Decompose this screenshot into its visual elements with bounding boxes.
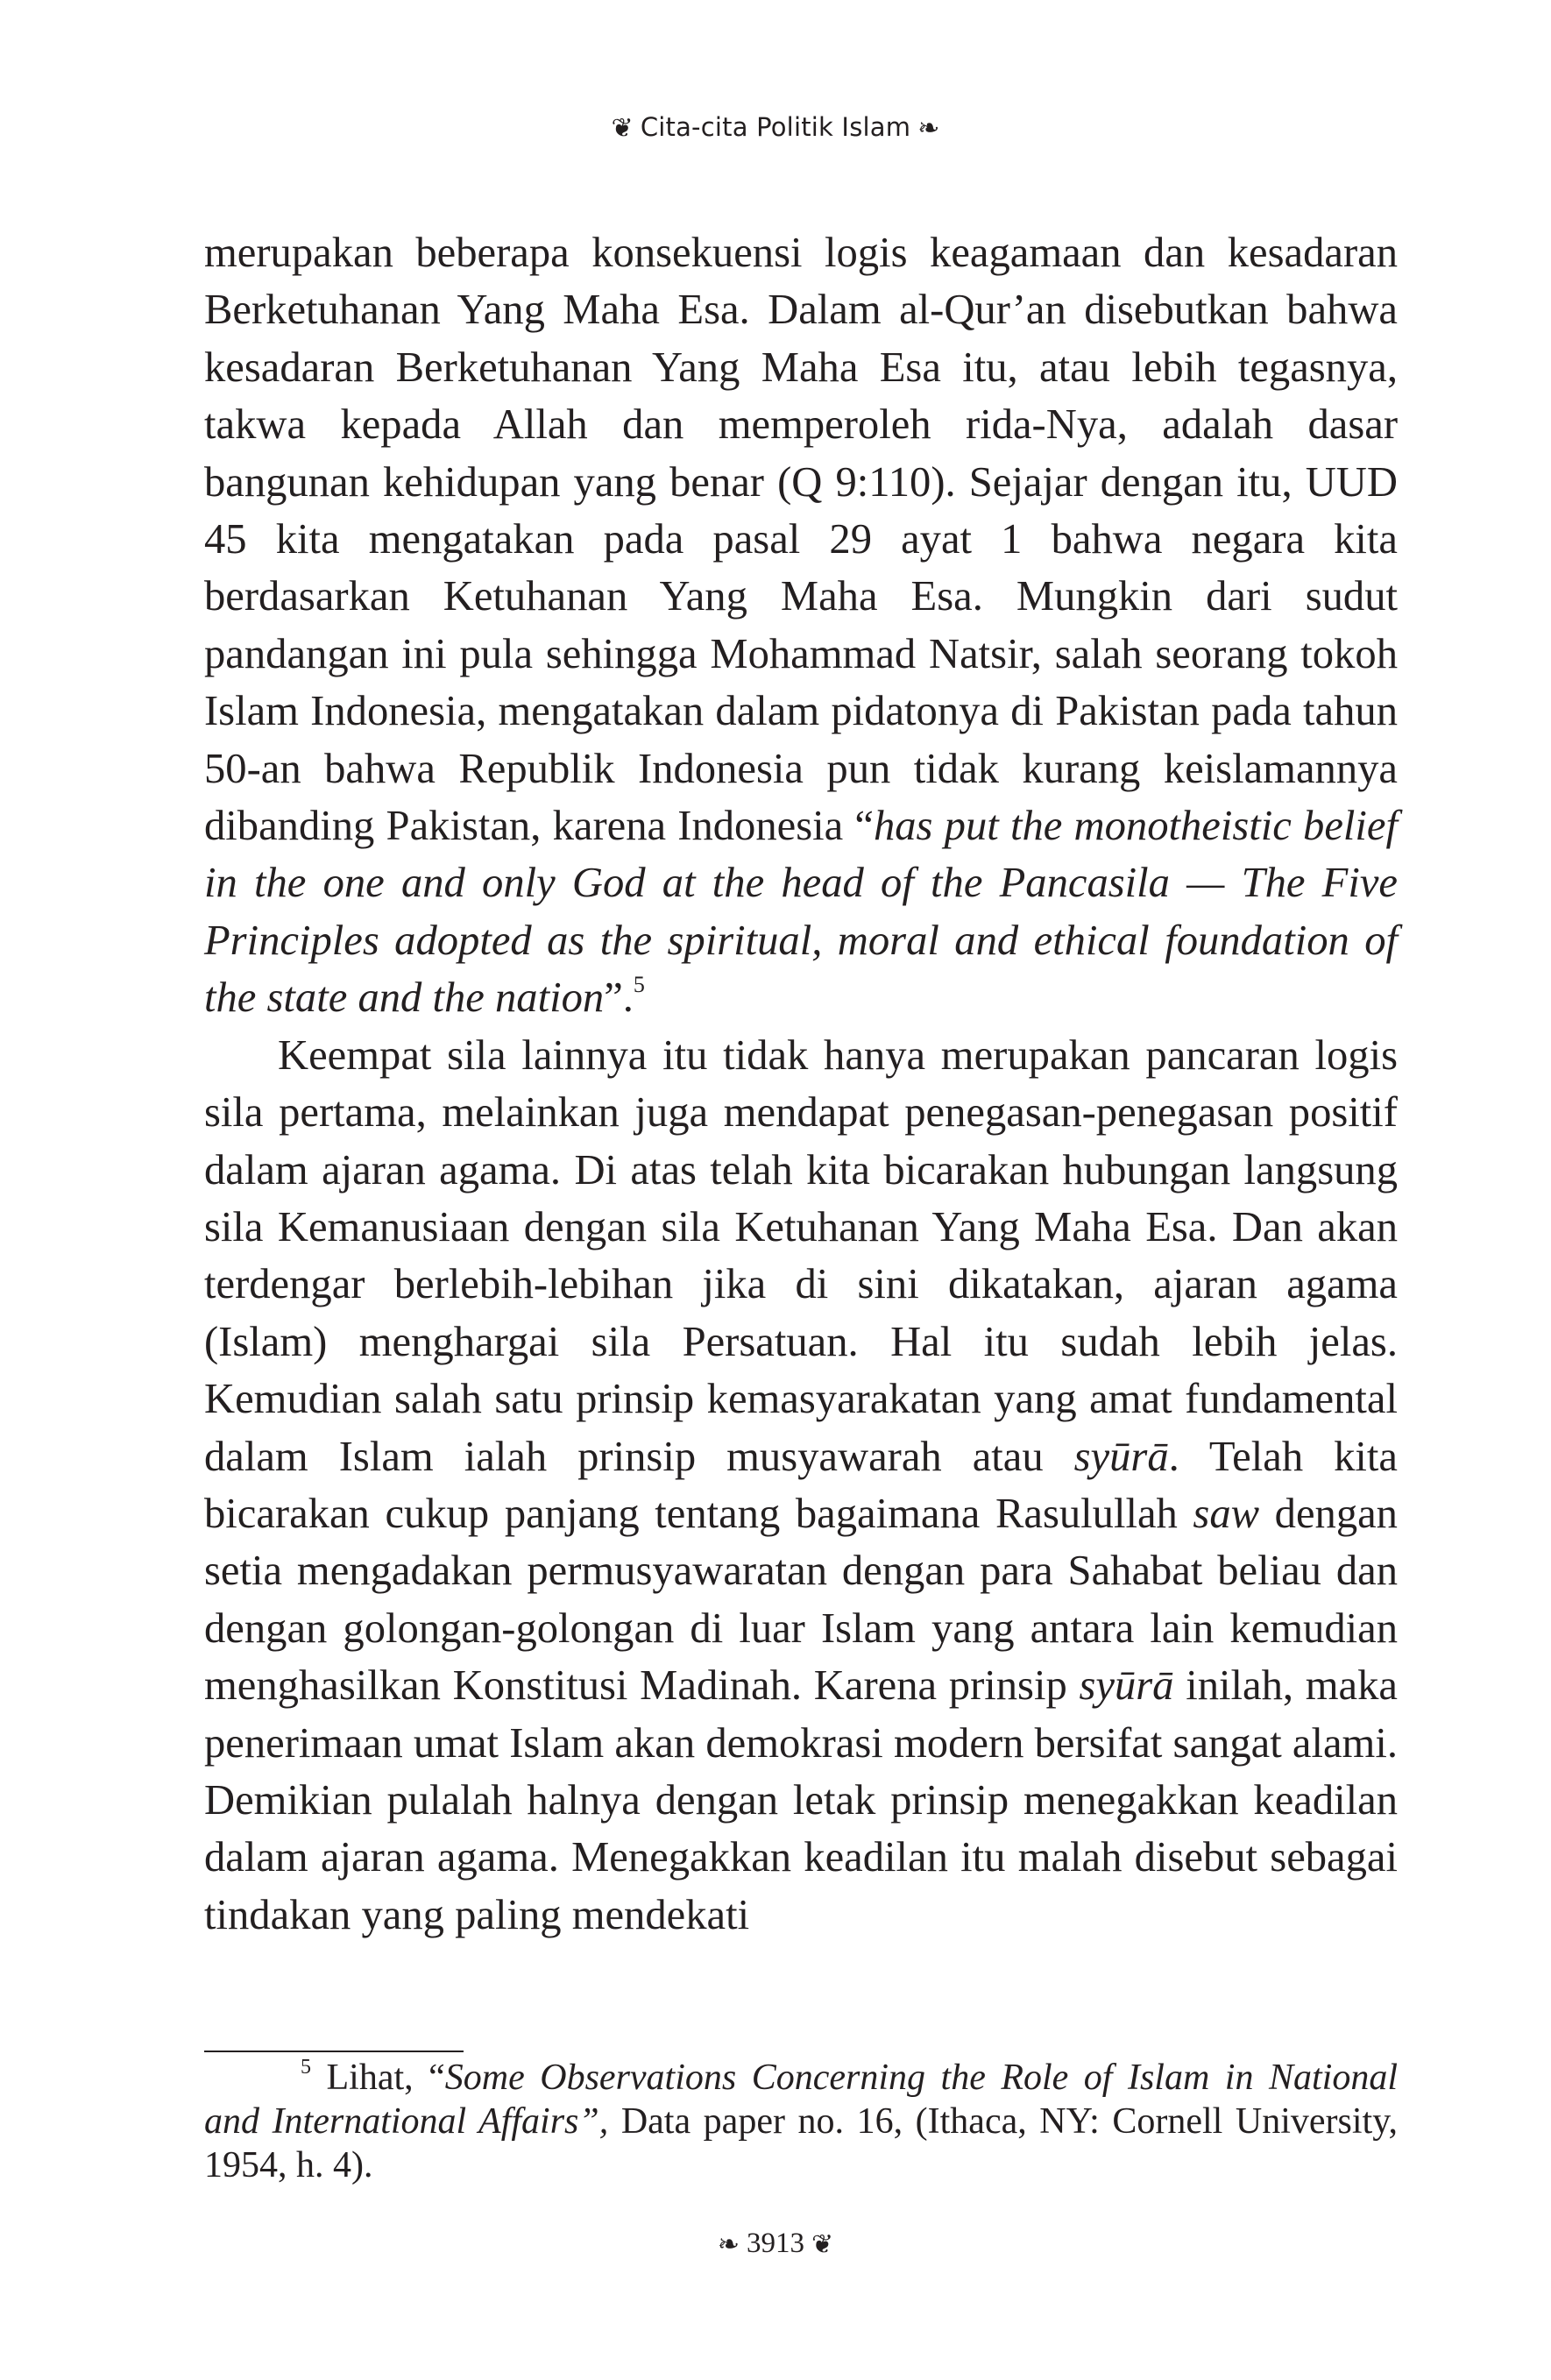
footnote-cited-title: Some Observations Concerning the Role of Islam in National and International Affairs”,: [204, 2058, 1398, 2142]
paragraph-1-text: merupakan beberapa konsekuensi logis keagamaan dan kesadaran Berketuhanan Yang Maha Esa. Dalam al-Qur’an disebutkan bahwa kesadaran Berketuhanan Yang Maha Esa itu, atau lebih tegasnya, takwa kepada Allah dan memperoleh rida-Nya, adalah dasar bangunan kehidupan yang benar (Q 9:110). Sejajar dengan itu, UUD 45 kita mengatakan pada pasal 29 ayat 1 bahwa negara kita berdasarkan Ketuhanan Yang Maha Esa. Mungkin dari sudut pandangan ini pula sehingga Mohammad Natsir, salah seorang tokoh Islam Indonesia, mengatakan dalam pidatonya di Pakistan pada tahun 50-an bahwa Republik Indonesia pun tidak kurang keislamannya dibanding Pakistan, karena Indonesia “: [204, 229, 1398, 850]
footnote: [204, 2056, 1398, 2187]
paragraph-2-text-a: Keempat sila lainnya itu tidak hanya merupakan pancaran logis sila pertama, melainkan juga mendapat penegasan-penegasan positif dalam ajaran agama. Di atas telah kita bicarakan hubungan langsung sila Kemanusiaan dengan sila Ketuhanan Yang Maha Esa. Dan akan terdengar berlebih-lebihan jika di sini dikatakan, ajaran agama (Islam) menghargai sila Persatuan. Hal itu sudah lebih jelas. Kemudian salah satu prinsip kemasyarakatan yang amat fundamental dalam Islam ialah prinsip musyawarah atau: [204, 1031, 1398, 1480]
paragraph-1-quote: has put the monotheistic belief in the one and only God at the head of the Pancasila — The Five Principles adopted as the spiritual, moral and ethical foundation of the state and the nation: [204, 802, 1398, 1022]
page-number-value: 3913: [747, 2228, 804, 2259]
footnote-5: [204, 2056, 1398, 2187]
paragraph-1-closing: ”.: [604, 974, 634, 1022]
paragraph-2-text-c: dengan setia mengadakan permusyawaratan dengan para Sahabat beliau dan dengan golongan-golongan di luar Islam yang antara lain kemudian menghasilkan Konstitusi Madinah. Karena prinsip: [204, 1489, 1398, 1710]
folio-fleuron-right-icon: ❦: [811, 2229, 834, 2260]
fleuron-left-icon: ❦: [611, 113, 634, 144]
footnote-divider: [204, 2051, 464, 2052]
running-head: [0, 112, 1551, 144]
paragraph-2-text-d: inilah, maka penerimaan umat Islam akan demokrasi modern bersifat sangat alami. Demikian pulalah halnya dengan letak prinsip menegakkan keadilan dalam ajaran agama. Menegakkan keadilan itu malah disebut sebagai tindakan yang paling mendekati: [204, 1661, 1398, 1938]
term-saw: saw: [1193, 1489, 1260, 1537]
folio-fleuron-left-icon: ❧: [717, 2229, 740, 2260]
paragraph-2-text-b: . Telah kita bicarakan cukup panjang tentang bagaimana Rasulullah: [204, 1432, 1398, 1537]
term-syura: syūrā: [1073, 1432, 1169, 1480]
fleuron-right-icon: ❧: [917, 113, 940, 144]
term-syura-2: syūrā: [1079, 1661, 1174, 1710]
footnote-number: 5: [301, 2056, 311, 2079]
body-text: [204, 224, 1398, 1944]
footnote-citation: Data paper no. 16, (Ithaca, NY: Cornell University, 1954, h. 4).: [204, 2101, 1398, 2185]
footnote-lead: Lihat, “: [311, 2058, 445, 2098]
paragraph-1: [204, 224, 1398, 1027]
running-head-title: Cita-cita Politik Islam: [640, 112, 911, 142]
footnote-reference[interactable]: 5: [633, 972, 645, 998]
paragraph-2: [204, 1027, 1398, 1944]
page-number: [0, 2228, 1551, 2260]
